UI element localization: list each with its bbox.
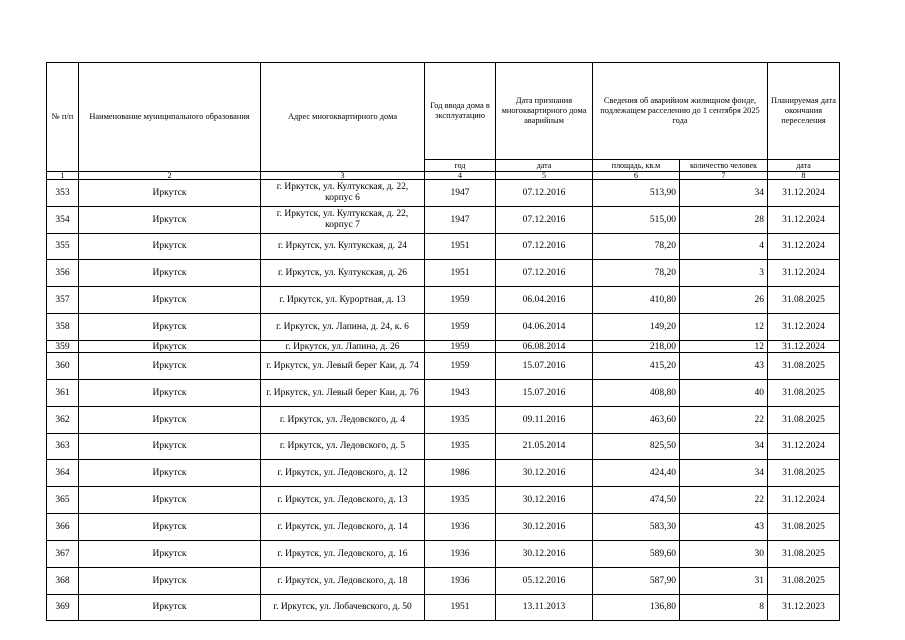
area-cell: 463,60 [593, 407, 680, 434]
planned-date-cell: 31.08.2025 [768, 287, 840, 314]
people-count-cell: 34 [680, 460, 768, 487]
year-cell: 1959 [425, 353, 496, 380]
municipality-cell: Иркутск [79, 595, 261, 621]
year-cell: 1951 [425, 234, 496, 260]
row-number-cell: 356 [47, 260, 79, 287]
people-count-cell: 34 [680, 434, 768, 460]
recognition-date-cell: 06.08.2014 [496, 341, 593, 353]
planned-date-cell: 31.08.2025 [768, 568, 840, 595]
recognition-date-cell: 05.12.2016 [496, 568, 593, 595]
recognition-date-cell: 30.12.2016 [496, 514, 593, 541]
people-count-cell: 40 [680, 380, 768, 407]
address-cell: г. Иркутск, ул. Левый берег Каи, д. 74 [261, 353, 425, 380]
table-row [47, 595, 840, 621]
year-cell: 1935 [425, 407, 496, 434]
area-cell: 408,80 [593, 380, 680, 407]
planned-date-cell: 31.08.2025 [768, 460, 840, 487]
year-cell: 1986 [425, 460, 496, 487]
header-year: Год ввода дома в эксплуатацию [425, 63, 496, 160]
subheader-date: дата [496, 160, 593, 172]
address-cell: г. Иркутск, ул. Лапина, д. 26 [261, 341, 425, 353]
table-row [47, 380, 840, 407]
table-row [47, 234, 840, 260]
row-number-cell: 367 [47, 541, 79, 568]
subheader-planned: дата [768, 160, 840, 172]
recognition-date-cell: 06.04.2016 [496, 287, 593, 314]
area-cell: 589,60 [593, 541, 680, 568]
address-cell: г. Иркутск, ул. Култукская, д. 22, корпус 7 [261, 207, 425, 234]
row-number-cell: 368 [47, 568, 79, 595]
address-cell: г. Иркутск, ул. Култукская, д. 24 [261, 234, 425, 260]
row-number-cell: 360 [47, 353, 79, 380]
planned-date-cell: 31.08.2025 [768, 407, 840, 434]
people-count-cell: 3 [680, 260, 768, 287]
year-cell: 1947 [425, 207, 496, 234]
area-cell: 78,20 [593, 234, 680, 260]
address-cell: г. Иркутск, ул. Лобачевского, д. 50 [261, 595, 425, 621]
municipality-cell: Иркутск [79, 434, 261, 460]
column-number: 6 [593, 172, 680, 180]
planned-date-cell: 31.08.2025 [768, 353, 840, 380]
row-number-cell: 355 [47, 234, 79, 260]
recognition-date-cell: 15.07.2016 [496, 353, 593, 380]
recognition-date-cell: 30.12.2016 [496, 541, 593, 568]
column-number: 2 [79, 172, 261, 180]
table-row [47, 353, 840, 380]
recognition-date-cell: 15.07.2016 [496, 380, 593, 407]
people-count-cell: 12 [680, 341, 768, 353]
year-cell: 1936 [425, 514, 496, 541]
area-cell: 825,50 [593, 434, 680, 460]
municipality-cell: Иркутск [79, 353, 261, 380]
municipality-cell: Иркутск [79, 207, 261, 234]
year-cell: 1959 [425, 287, 496, 314]
recognition-date-cell: 21.05.2014 [496, 434, 593, 460]
municipality-cell: Иркутск [79, 341, 261, 353]
address-cell: г. Иркутск, ул. Ледовского, д. 5 [261, 434, 425, 460]
table-row [47, 341, 840, 353]
table-row [47, 314, 840, 341]
people-count-cell: 4 [680, 234, 768, 260]
people-count-cell: 22 [680, 487, 768, 514]
header-row [47, 63, 840, 160]
header-fund: Сведения об аварийном жилищном фонде, подлежащем расселению до 1 сентября 2025 года [593, 63, 768, 160]
table-row [47, 260, 840, 287]
row-number-cell: 365 [47, 487, 79, 514]
area-cell: 474,50 [593, 487, 680, 514]
planned-date-cell: 31.08.2025 [768, 541, 840, 568]
area-cell: 587,90 [593, 568, 680, 595]
municipality-cell: Иркутск [79, 287, 261, 314]
row-number-cell: 366 [47, 514, 79, 541]
municipality-cell: Иркутск [79, 487, 261, 514]
people-count-cell: 34 [680, 180, 768, 207]
header-planned-date: Планируемая дата окончания переселения [768, 63, 840, 160]
planned-date-cell: 31.08.2025 [768, 514, 840, 541]
header-num: № п/п [47, 63, 79, 172]
municipality-cell: Иркутск [79, 314, 261, 341]
column-number: 4 [425, 172, 496, 180]
address-cell: г. Иркутск, ул. Ледовского, д. 13 [261, 487, 425, 514]
header-municipality: Наименование муниципального образования [79, 63, 261, 172]
planned-date-cell: 31.12.2023 [768, 595, 840, 621]
planned-date-cell: 31.12.2024 [768, 260, 840, 287]
row-number-cell: 361 [47, 380, 79, 407]
recognition-date-cell: 30.12.2016 [496, 460, 593, 487]
recognition-date-cell: 07.12.2016 [496, 207, 593, 234]
area-cell: 513,90 [593, 180, 680, 207]
address-cell: г. Иркутск, ул. Ледовского, д. 16 [261, 541, 425, 568]
year-cell: 1935 [425, 487, 496, 514]
row-number-cell: 358 [47, 314, 79, 341]
subheader-people: количество человек [680, 160, 768, 172]
planned-date-cell: 31.08.2025 [768, 380, 840, 407]
municipality-cell: Иркутск [79, 514, 261, 541]
year-cell: 1947 [425, 180, 496, 207]
address-cell: г. Иркутск, ул. Култукская, д. 26 [261, 260, 425, 287]
recognition-date-cell: 07.12.2016 [496, 234, 593, 260]
people-count-cell: 12 [680, 314, 768, 341]
column-number: 3 [261, 172, 425, 180]
table-row [47, 434, 840, 460]
column-number: 5 [496, 172, 593, 180]
year-cell: 1959 [425, 314, 496, 341]
column-number-row [47, 172, 840, 180]
recognition-date-cell: 07.12.2016 [496, 180, 593, 207]
address-cell: г. Иркутск, ул. Курортная, д. 13 [261, 287, 425, 314]
municipality-cell: Иркутск [79, 234, 261, 260]
year-cell: 1959 [425, 341, 496, 353]
year-cell: 1943 [425, 380, 496, 407]
header-address: Адрес многоквартирного дома [261, 63, 425, 172]
year-cell: 1936 [425, 568, 496, 595]
municipality-cell: Иркутск [79, 180, 261, 207]
area-cell: 415,20 [593, 353, 680, 380]
address-cell: г. Иркутск, ул. Ледовского, д. 12 [261, 460, 425, 487]
municipality-cell: Иркутск [79, 380, 261, 407]
recognition-date-cell: 07.12.2016 [496, 260, 593, 287]
planned-date-cell: 31.12.2024 [768, 341, 840, 353]
municipality-cell: Иркутск [79, 568, 261, 595]
table-row [47, 207, 840, 234]
table-row [47, 460, 840, 487]
people-count-cell: 31 [680, 568, 768, 595]
year-cell: 1951 [425, 260, 496, 287]
column-number: 7 [680, 172, 768, 180]
table-row [47, 487, 840, 514]
municipality-cell: Иркутск [79, 260, 261, 287]
row-number-cell: 364 [47, 460, 79, 487]
subheader-area: площадь, кв.м [593, 160, 680, 172]
area-cell: 218,00 [593, 341, 680, 353]
address-cell: г. Иркутск, ул. Ледовского, д. 14 [261, 514, 425, 541]
municipality-cell: Иркутск [79, 407, 261, 434]
subheader-year: год [425, 160, 496, 172]
municipality-cell: Иркутск [79, 541, 261, 568]
row-number-cell: 359 [47, 341, 79, 353]
column-number: 1 [47, 172, 79, 180]
area-cell: 583,30 [593, 514, 680, 541]
relocation-table [46, 62, 840, 621]
planned-date-cell: 31.12.2024 [768, 207, 840, 234]
people-count-cell: 26 [680, 287, 768, 314]
address-cell: г. Иркутск, ул. Лапина, д. 24, к. 6 [261, 314, 425, 341]
people-count-cell: 43 [680, 353, 768, 380]
recognition-date-cell: 04.06.2014 [496, 314, 593, 341]
table-row [47, 568, 840, 595]
year-cell: 1935 [425, 434, 496, 460]
header-date-recognition: Дата признания многоквартирного дома аварийным [496, 63, 593, 160]
planned-date-cell: 31.12.2024 [768, 434, 840, 460]
planned-date-cell: 31.12.2024 [768, 487, 840, 514]
people-count-cell: 22 [680, 407, 768, 434]
table-row [47, 287, 840, 314]
address-cell: г. Иркутск, ул. Левый берег Каи, д. 76 [261, 380, 425, 407]
table-row [47, 541, 840, 568]
area-cell: 515,00 [593, 207, 680, 234]
area-cell: 78,20 [593, 260, 680, 287]
planned-date-cell: 31.12.2024 [768, 180, 840, 207]
year-cell: 1936 [425, 541, 496, 568]
column-number: 8 [768, 172, 840, 180]
people-count-cell: 28 [680, 207, 768, 234]
planned-date-cell: 31.12.2024 [768, 234, 840, 260]
people-count-cell: 30 [680, 541, 768, 568]
area-cell: 149,20 [593, 314, 680, 341]
address-cell: г. Иркутск, ул. Култукская, д. 22, корпус 6 [261, 180, 425, 207]
recognition-date-cell: 09.11.2016 [496, 407, 593, 434]
area-cell: 136,80 [593, 595, 680, 621]
table-row [47, 407, 840, 434]
row-number-cell: 354 [47, 207, 79, 234]
row-number-cell: 369 [47, 595, 79, 621]
row-number-cell: 362 [47, 407, 79, 434]
row-number-cell: 353 [47, 180, 79, 207]
municipality-cell: Иркутск [79, 460, 261, 487]
recognition-date-cell: 30.12.2016 [496, 487, 593, 514]
table-row [47, 180, 840, 207]
row-number-cell: 363 [47, 434, 79, 460]
address-cell: г. Иркутск, ул. Ледовского, д. 18 [261, 568, 425, 595]
planned-date-cell: 31.12.2024 [768, 314, 840, 341]
people-count-cell: 43 [680, 514, 768, 541]
address-cell: г. Иркутск, ул. Ледовского, д. 4 [261, 407, 425, 434]
area-cell: 424,40 [593, 460, 680, 487]
recognition-date-cell: 13.11.2013 [496, 595, 593, 621]
area-cell: 410,80 [593, 287, 680, 314]
row-number-cell: 357 [47, 287, 79, 314]
year-cell: 1951 [425, 595, 496, 621]
table-row [47, 514, 840, 541]
people-count-cell: 8 [680, 595, 768, 621]
